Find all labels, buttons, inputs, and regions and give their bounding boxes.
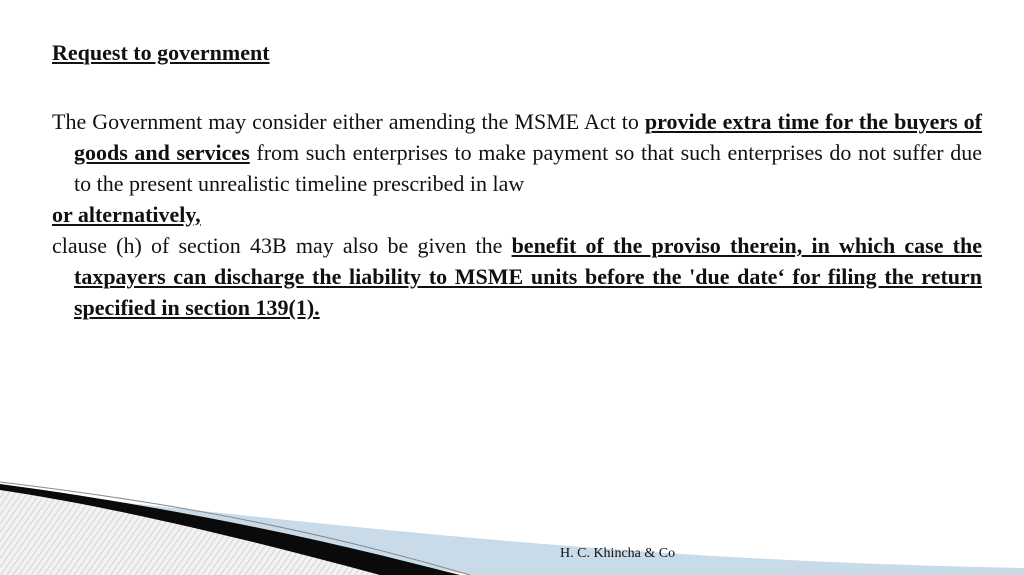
- paragraph2-text-before: clause (h) of section 43B may also be given the: [52, 233, 512, 258]
- paragraph1-text-after: from such enterprises to make payment so that such enterprises do not suffer due to the present unrealistic timeline prescribed in law: [74, 140, 982, 196]
- paragraph2-emphasis: benefit of the proviso therein, in which case the taxpayers can discharge the liability to MSME units before the 'due date‘ for filing the return specified in section 139(1).: [74, 233, 982, 320]
- paragraph1-emphasis: provide extra time for the buyers of goods and services: [74, 109, 983, 165]
- footer-firm-name: H. C. Khincha & Co: [560, 546, 676, 561]
- slide-body: [52, 38, 982, 323]
- paragraph1-text-before: The Government may consider either amending the MSME Act to: [52, 109, 645, 134]
- slide-heading: Request to government: [52, 40, 270, 65]
- paragraph-section-43b: [52, 230, 982, 323]
- alternative-label: or alternatively,: [52, 202, 201, 227]
- paragraph-amend-msme-act: [52, 106, 982, 199]
